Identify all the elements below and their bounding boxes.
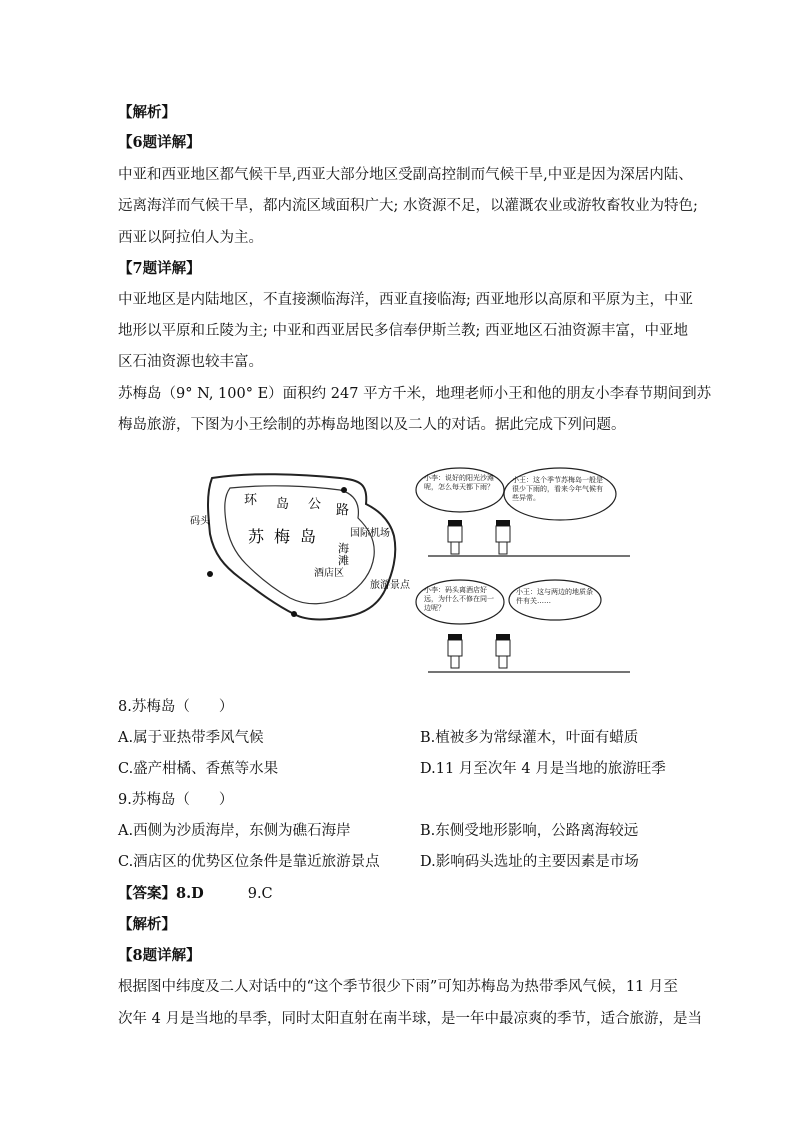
- q8-stem: 8.苏梅岛（ ）: [118, 699, 234, 715]
- answer-second: 9.C: [247, 886, 273, 902]
- comic-panel-1: [416, 468, 630, 556]
- map-label-airport: 国际机场: [350, 528, 390, 539]
- comic-speech-1-left: 小李：说好的阳光沙滩呢，怎么每天都下雨？: [424, 474, 494, 491]
- q9-option-c: C.酒店区的优势区位条件是靠近旅游景点: [118, 854, 380, 870]
- map-label-su: 苏: [248, 527, 265, 546]
- figure-map-and-comic: [190, 464, 690, 684]
- q9-option-a: A.西侧为沙质海岸，东侧为礁石海岸: [118, 823, 351, 839]
- q9-option-b: B.东侧受地形影响，公路离海较远: [420, 823, 639, 839]
- analysis-heading-2: 【解析】: [118, 916, 176, 933]
- q8-detail-line-1: 根据图中纬度及二人对话中的“这个季节很少下雨”可知苏梅岛为热带季风气候，11 月至: [118, 979, 678, 995]
- map-label-pier: 码头: [190, 516, 210, 527]
- q8-detail-line-2: 次年 4 月是当地的旱季，同时太阳直射在南半球，是一年中最凉爽的季节，适合旅游，是当: [118, 1011, 702, 1027]
- person-xiaowang-1: [496, 526, 510, 542]
- q7-line-3: 区石油资源也较丰富。: [118, 354, 263, 370]
- map-label-hotel: 酒店区: [314, 568, 344, 579]
- q8-option-c: C.盛产柑橘、香蕉等水果: [118, 761, 279, 777]
- map-label-island1: 岛: [276, 497, 290, 512]
- map-label-ring: 环: [244, 493, 258, 508]
- intro-line-1: 苏梅岛（9° N, 100° E）面积约 247 平方千米，地理老师小王和他的朋友小李春节期间到苏: [118, 386, 712, 402]
- q9-option-d: D.影响码头选址的主要因素是市场: [420, 854, 639, 870]
- map-dot-1: [341, 487, 347, 493]
- q8-option-a: A.属于亚热带季风气候: [118, 730, 264, 746]
- map-label-sea: 海: [338, 542, 349, 555]
- analysis-heading: 【解析】: [118, 104, 176, 121]
- q7-detail-heading: 【7题详解】: [118, 260, 201, 277]
- q8-option-d: D.11 月至次年 4 月是当地的旅游旺季: [420, 761, 666, 777]
- answer-label: 【答案】8.D: [118, 885, 204, 902]
- map-dot-2: [291, 611, 297, 617]
- comic-panel-2: [416, 580, 630, 672]
- intro-line-2: 梅岛旅游，下图为小王绘制的苏梅岛地图以及二人的对话。据此完成下列问题。: [118, 417, 626, 433]
- q6-line-3: 西亚以阿拉伯人为主。: [118, 230, 263, 246]
- map-label-mei: 梅: [274, 527, 291, 546]
- comic-speech-2-left: 小李：码头离酒店好远，为什么不修在同一边呢？: [424, 586, 494, 612]
- q9-stem: 9.苏梅岛（ ）: [118, 792, 234, 808]
- figure-svg: [190, 464, 690, 684]
- map-label-scenic: 旅游景点: [370, 580, 410, 591]
- q8-option-b: B.植被多为常绿灌木，叶面有蜡质: [420, 730, 639, 746]
- person-xiaowang-2: [496, 640, 510, 656]
- q6-detail-heading: 【6题详解】: [118, 134, 201, 151]
- map-dot-3: [207, 571, 213, 577]
- answer-line: [118, 884, 273, 904]
- q8-detail-heading: 【8题详解】: [118, 947, 201, 964]
- map-label-road: 路: [336, 503, 350, 518]
- person-xiaoli-1: [448, 526, 462, 542]
- map-label-public: 公: [308, 497, 322, 512]
- comic-speech-1-right: 小王：这个季节苏梅岛一般是很少下雨的，看来今年气候有些异常。: [512, 476, 603, 502]
- map-label-dao: 岛: [300, 527, 317, 546]
- comic-speech-2-right: 小王：这与两边的地质条件有关……: [516, 588, 593, 605]
- person-xiaoli-2: [448, 640, 462, 656]
- island-outline: [208, 474, 395, 619]
- q7-line-1: 中亚地区是内陆地区，不直接濒临海洋，西亚直接临海; 西亚地形以高原和平原为主，中亚: [118, 292, 693, 308]
- q7-line-2: 地形以平原和丘陵为主; 中亚和西亚居民多信奉伊斯兰教; 西亚地区石油资源丰富，中亚地: [118, 323, 688, 339]
- q6-line-2: 远离海洋而气候干旱，都内流区域面积广大; 水资源不足，以灌溉农业或游牧畜牧业为特色;: [118, 198, 698, 214]
- q6-line-1: 中亚和西亚地区都气候干旱,西亚大部分地区受副高控制而气候干旱,中亚是因为深居内陆、: [118, 167, 693, 183]
- map-label-beach: 滩: [338, 554, 349, 567]
